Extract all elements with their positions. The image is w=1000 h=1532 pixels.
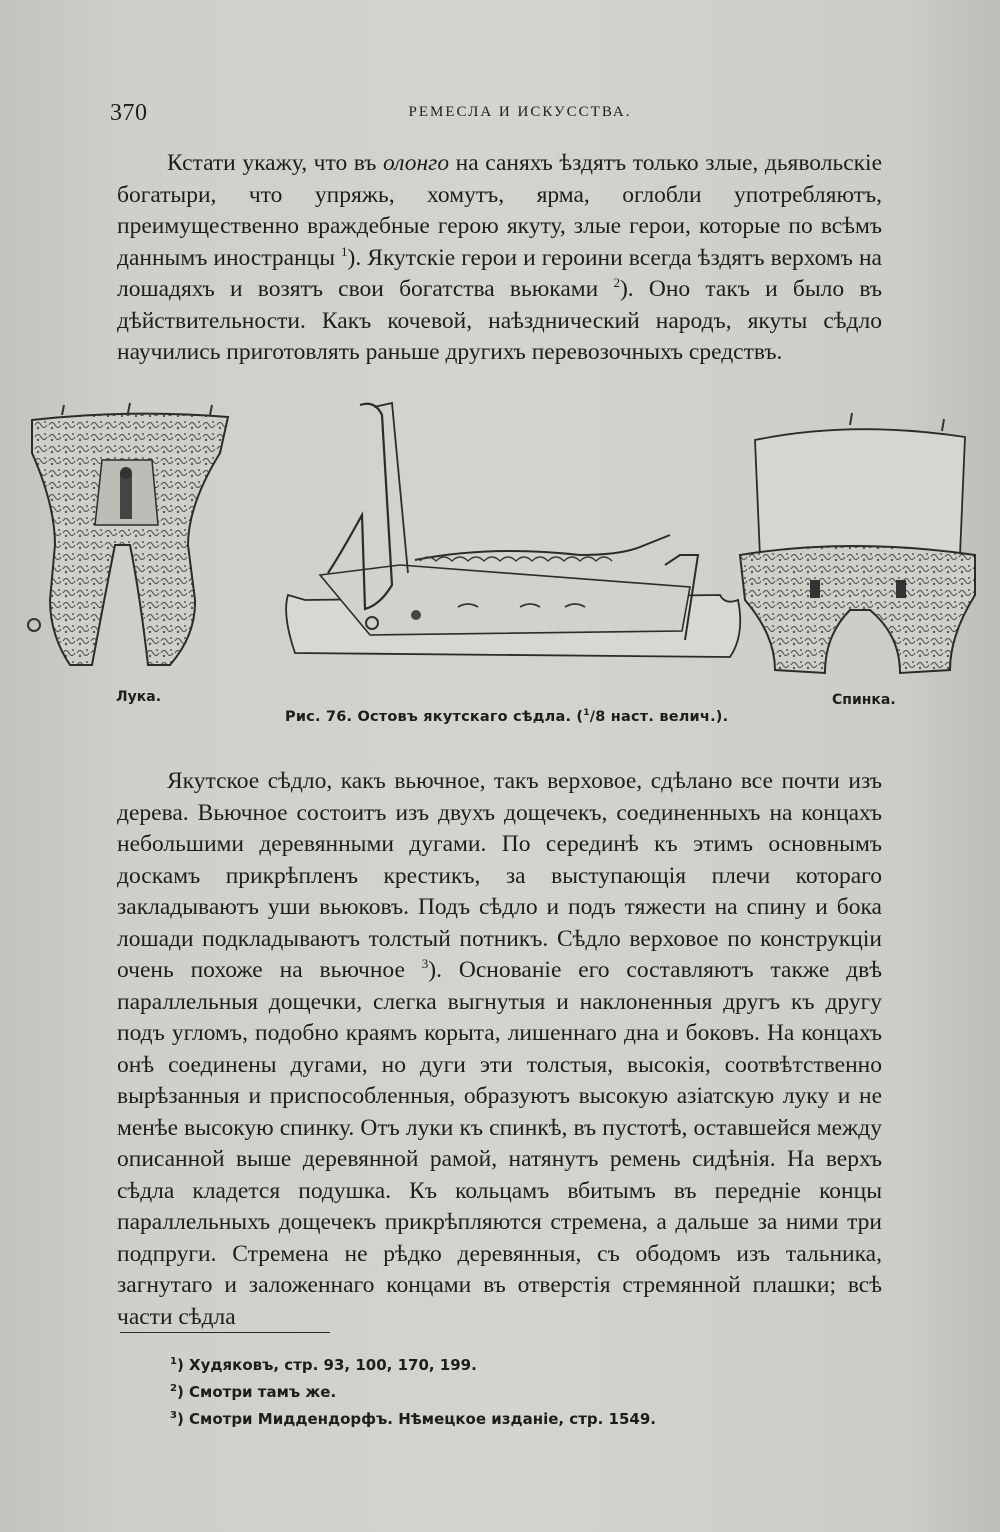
paragraph-1-text-a: Кстати укажу, что въ bbox=[167, 150, 384, 176]
footnote-ref-3: 3 bbox=[421, 956, 429, 972]
side-frame-drawing bbox=[286, 403, 740, 657]
footnote-text: ) Смотри тамъ же. bbox=[176, 1383, 337, 1401]
paragraph-1-text-d: ). Оно такъ и было въ дѣйствительности. Какъ кочевой, наѣзднический народъ, якуты сѣдло научились приготовлять раньше другихъ перевозочныхъ средствъ. bbox=[117, 276, 882, 365]
caption-text: Рис. 76. Остовъ якутскаго сѣдла. ( bbox=[285, 708, 584, 725]
paragraph-1 bbox=[117, 148, 882, 369]
footnotes bbox=[170, 1350, 770, 1431]
figure-caption bbox=[285, 708, 728, 725]
caption-fraction-numerator: 1 bbox=[583, 708, 590, 718]
figure-label-front: Лука. bbox=[116, 689, 162, 705]
front-pommel-drawing bbox=[28, 403, 228, 665]
page-number: 370 bbox=[110, 100, 148, 126]
footnote-ref-1: 1 bbox=[341, 243, 348, 259]
footnote-mark: 1 bbox=[170, 1356, 177, 1367]
paragraph-1-text-c: ). Якутскiе герои и героини всегда ѣздятъ верхомъ на лошадяхъ и возятъ свои богатства вьюками bbox=[117, 244, 882, 302]
emphasized-term: олонго bbox=[383, 150, 450, 176]
figure-76 bbox=[20, 395, 980, 740]
paragraph-2-text-a: Якутское сѣдло, какъ вьючное, такъ верховое, сдѣлано все почти изъ дерева. Вьючное состоитъ изъ двухъ дощечекъ, соединенныхъ на концахъ небольшими деревянными дугами. По серединѣ къ этимъ основнымъ доскамъ прикрѣпленъ крестикъ, за выступающiя плечи котораго закладываютъ уши вьюковъ. Подъ сѣдло и подъ тяжести на спину и бока лошади подкладываютъ толстый потникъ. Сѣдло верховое по конструкцiи очень похоже на вьючное bbox=[117, 768, 882, 983]
footnote-2 bbox=[170, 1377, 770, 1404]
footnote-1 bbox=[170, 1350, 770, 1377]
footnote-3 bbox=[170, 1404, 770, 1431]
rear-cantle-drawing bbox=[740, 413, 975, 673]
footnote-mark: 2 bbox=[170, 1383, 177, 1394]
footnote-text: ) Худяковъ, стр. 93, 100, 170, 199. bbox=[176, 1356, 477, 1374]
paragraph-1-text-b: на саняхъ ѣздятъ только злые, дьявольскiе богатыри, что упряжь, хомутъ, ярма, оглобли употребляютъ, преимущественно враждебные герою якуту, злые герои, которые по всѣмъ даннымъ иностранцы bbox=[117, 150, 882, 271]
footnote-ref-2: 2 bbox=[613, 275, 620, 291]
paragraph-2-text-b: ). Основанiе его составляютъ также двѣ параллельныя дощечки, слегка выгнутыя и наклоненныя другъ къ другу подъ угломъ, подобно краямъ корыта, лишеннаго дна и боковъ. На концахъ онѣ соединены дугами, но дуги эти толстыя, высокiя, соотвѣтственно вырѣзанныя и приспособленныя, образуютъ высокую азiатскую луку и не менѣе высокую спинку. Отъ луки къ спинкѣ, въ пустотѣ, оставшейся между описанной выше деревянной рамой, натянутъ ремень сидѣнiя. На верхъ сѣдла кладется подушка. Къ кольцамъ вбитымъ въ переднiе концы параллельныхъ дощечекъ прикрѣпляются стремена, а дальше за ними три подпруги. Стремена не рѣдко деревянныя, съ ободомъ изъ тальника, загнутаго и заложеннаго концами въ отверстiя стремянной плашки; всѣ части сѣдла bbox=[117, 957, 882, 1330]
paragraph-2 bbox=[117, 766, 882, 1333]
saddle-illustration bbox=[20, 395, 980, 685]
figure-label-rear: Спинка. bbox=[832, 692, 896, 708]
footnote-mark: 3 bbox=[170, 1410, 177, 1421]
footnote-separator bbox=[120, 1332, 330, 1333]
footnote-text: ) Смотри Миддендорфъ. Нѣмецкое изданiе, стр. 1549. bbox=[176, 1410, 656, 1428]
running-head bbox=[110, 100, 890, 130]
running-title: РЕМЕСЛА И ИСКУССТВА. bbox=[408, 104, 632, 120]
caption-text-rest: /8 наст. велич.). bbox=[589, 708, 729, 725]
